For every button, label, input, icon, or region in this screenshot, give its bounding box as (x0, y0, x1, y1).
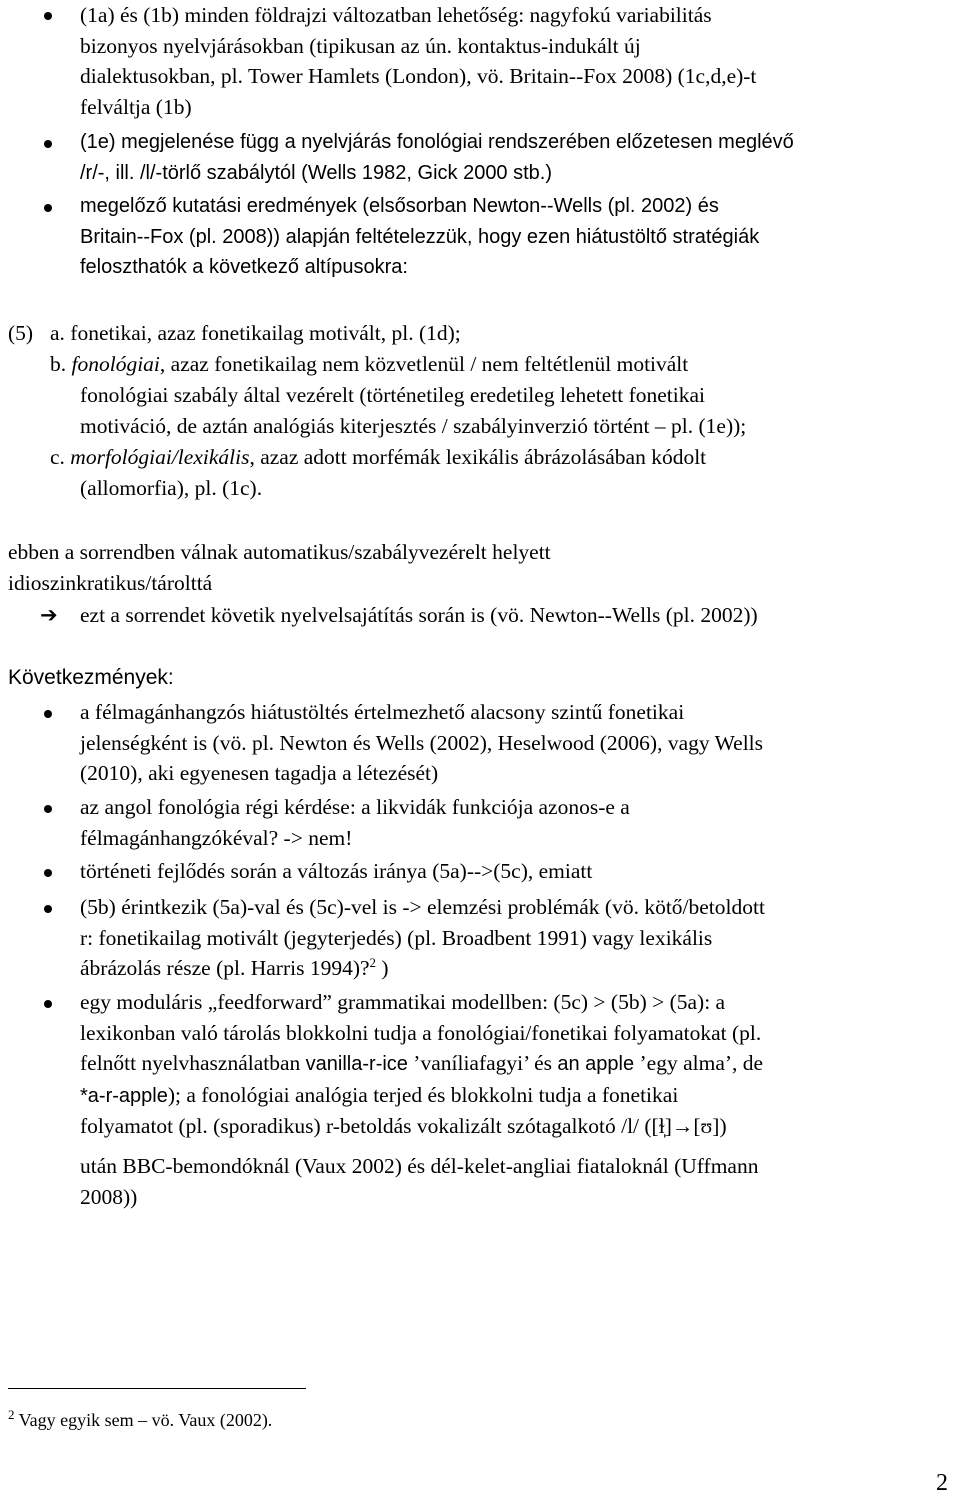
line: /r/-, ill. /l/-törlő szabálytól (Wells 1982, Gick 2000 stb.) (80, 161, 553, 184)
line: (1a) és (1b) minden földrajzi változatban lehetőség: nagyfokú variabilitás (80, 3, 712, 27)
bullet-icon (44, 1000, 52, 1008)
footnote-number: 2 (8, 1407, 15, 1422)
bullet-icon (44, 710, 52, 718)
line: bizonyos nyelvjárásokban (tipikusan az ún. kontaktus-indukált új (80, 33, 641, 58)
bullet-icon (44, 12, 52, 20)
page-number: 2 (936, 1470, 948, 1496)
line: ábrázolás része (pl. Harris 1994)? (80, 956, 370, 980)
footnote (8, 1408, 272, 1432)
line: idioszinkratikus/tárolttá (8, 570, 213, 595)
item-label: b. (50, 352, 72, 376)
bullet-icon (44, 869, 52, 877)
bullet-icon (44, 905, 52, 913)
footnote-ref[interactable]: 2 (369, 954, 377, 970)
example-word: *a-r-apple (80, 1084, 168, 1107)
example-word: vanilla-r-ice (305, 1053, 408, 1075)
line: Britain--Fox (pl. 2008)) alapján feltételezzük, hogy ezen hiátustöltő stratégiák (80, 225, 760, 248)
bullet-icon (44, 204, 52, 212)
line: megelőző kutatási eredmények (elsősorban Newton--Wells (pl. 2002) és (80, 195, 719, 217)
arrow-icon: ➔ (40, 603, 58, 627)
line: (2010), aki egyenesen tagadja a létezését) (80, 761, 439, 785)
list-item (80, 697, 940, 789)
line: félmagánhangzókéval? -> nem! (80, 825, 353, 850)
example-item-a: a. fonetikai, azaz fonetikailag motivált, pl. (1d); (50, 321, 461, 345)
term: morfológiai/lexikális (70, 445, 250, 469)
item-label: c. (50, 445, 71, 469)
footnote-text: Vagy egyik sem – vö. Vaux (2002). (14, 1410, 273, 1430)
list-item (80, 892, 940, 984)
list-item (80, 127, 940, 188)
example-item-b-line: fonológiai szabály által vezérelt (történetileg eredetileg lehetett fonetikai (80, 383, 706, 407)
example-word: an apple (557, 1053, 635, 1075)
line: ebben a sorrendben válnak automatikus/szabályvezérelt helyett (8, 540, 551, 564)
paragraph (8, 537, 938, 598)
example-item-c-line: (allomorfia), pl. (1c). (80, 476, 263, 500)
line: 2008)) (80, 1184, 138, 1209)
line: felnőtt nyelvhasználatban (80, 1051, 306, 1075)
line: a félmagánhangzós hiátustöltés értelmezhető alacsony szintű fonetikai (80, 700, 685, 724)
line: , azaz fonetikailag nem közvetlenül / nem feltétlenül motivált (159, 352, 689, 376)
line: lexikonban való tárolás blokkolni tudja a fonológiai/fonetikai folyamatokat (pl. (80, 1020, 762, 1045)
list-item (80, 987, 940, 1142)
arrow-line: ezt a sorrendet követik nyelvelsajátítás során is (vö. Newton--Wells (pl. 2002)) (80, 603, 758, 627)
bullet-icon (44, 805, 52, 813)
footnote-divider (8, 1388, 306, 1389)
list-item (80, 792, 940, 853)
example-item-b-line: motiváció, de aztán analógiás kiterjesztés / szabályinverzió történt – pl. (1e)); (80, 414, 747, 438)
example-number: (5) (8, 321, 34, 345)
list-item (80, 0, 940, 122)
bullet-icon (44, 140, 52, 148)
line: felváltja (1b) (80, 94, 192, 119)
line: egy moduláris „feedforward” grammatikai modellben: (5c) > (5b) > (5a): a (80, 990, 726, 1014)
line: , azaz adott morfémák lexikális ábrázolásában kódolt (249, 445, 707, 469)
line: jelenségként is (vö. pl. Newton és Wells (2002), Heselwood (2006), vagy Wells (80, 730, 764, 755)
line: ’vaníliafagyi’ és (407, 1051, 558, 1075)
example-item-b (50, 349, 940, 380)
term: fonológiai (71, 352, 160, 376)
line: r: fonetikailag motivált (jegyterjedés) (pl. Broadbent 1991) vagy lexikális (80, 925, 713, 950)
example-item-c (50, 442, 940, 473)
list-item (80, 191, 940, 283)
line: ) (376, 956, 389, 980)
list-item-continued (80, 1151, 940, 1212)
line: után BBC-bemondóknál (Vaux 2002) és dél-kelet-angliai fiataloknál (Uffmann (80, 1154, 759, 1178)
line: folyamatot (pl. (sporadikus) r-betoldás vokalizált szótagalkotó /l/ ([ɫ̩]→[ʊ]) (80, 1114, 727, 1138)
section-heading: Következmények: (8, 666, 174, 689)
line: (1e) megjelenése függ a nyelvjárás fonológiai rendszerében előzetesen meglévő (80, 131, 794, 153)
line: az angol fonológia régi kérdése: a likvidák funkciója azonos-e a (80, 795, 630, 819)
line: dialektusokban, pl. Tower Hamlets (London), vö. Britain--Fox 2008) (1c,d,e)-t (80, 64, 757, 88)
line: ); a fonológiai analógia terjed és blokkolni tudja a fonetikai (167, 1082, 679, 1107)
list-item: történeti fejlődés során a változás iránya (5a)-->(5c), emiatt (80, 859, 593, 883)
line: (5b) érintkezik (5a)-val és (5c)-vel is -> elemzési problémák (vö. kötő/betoldott (80, 895, 765, 919)
line: feloszthatók a következő altípusokra: (80, 256, 408, 278)
line: ’egy alma’, de (634, 1051, 764, 1075)
